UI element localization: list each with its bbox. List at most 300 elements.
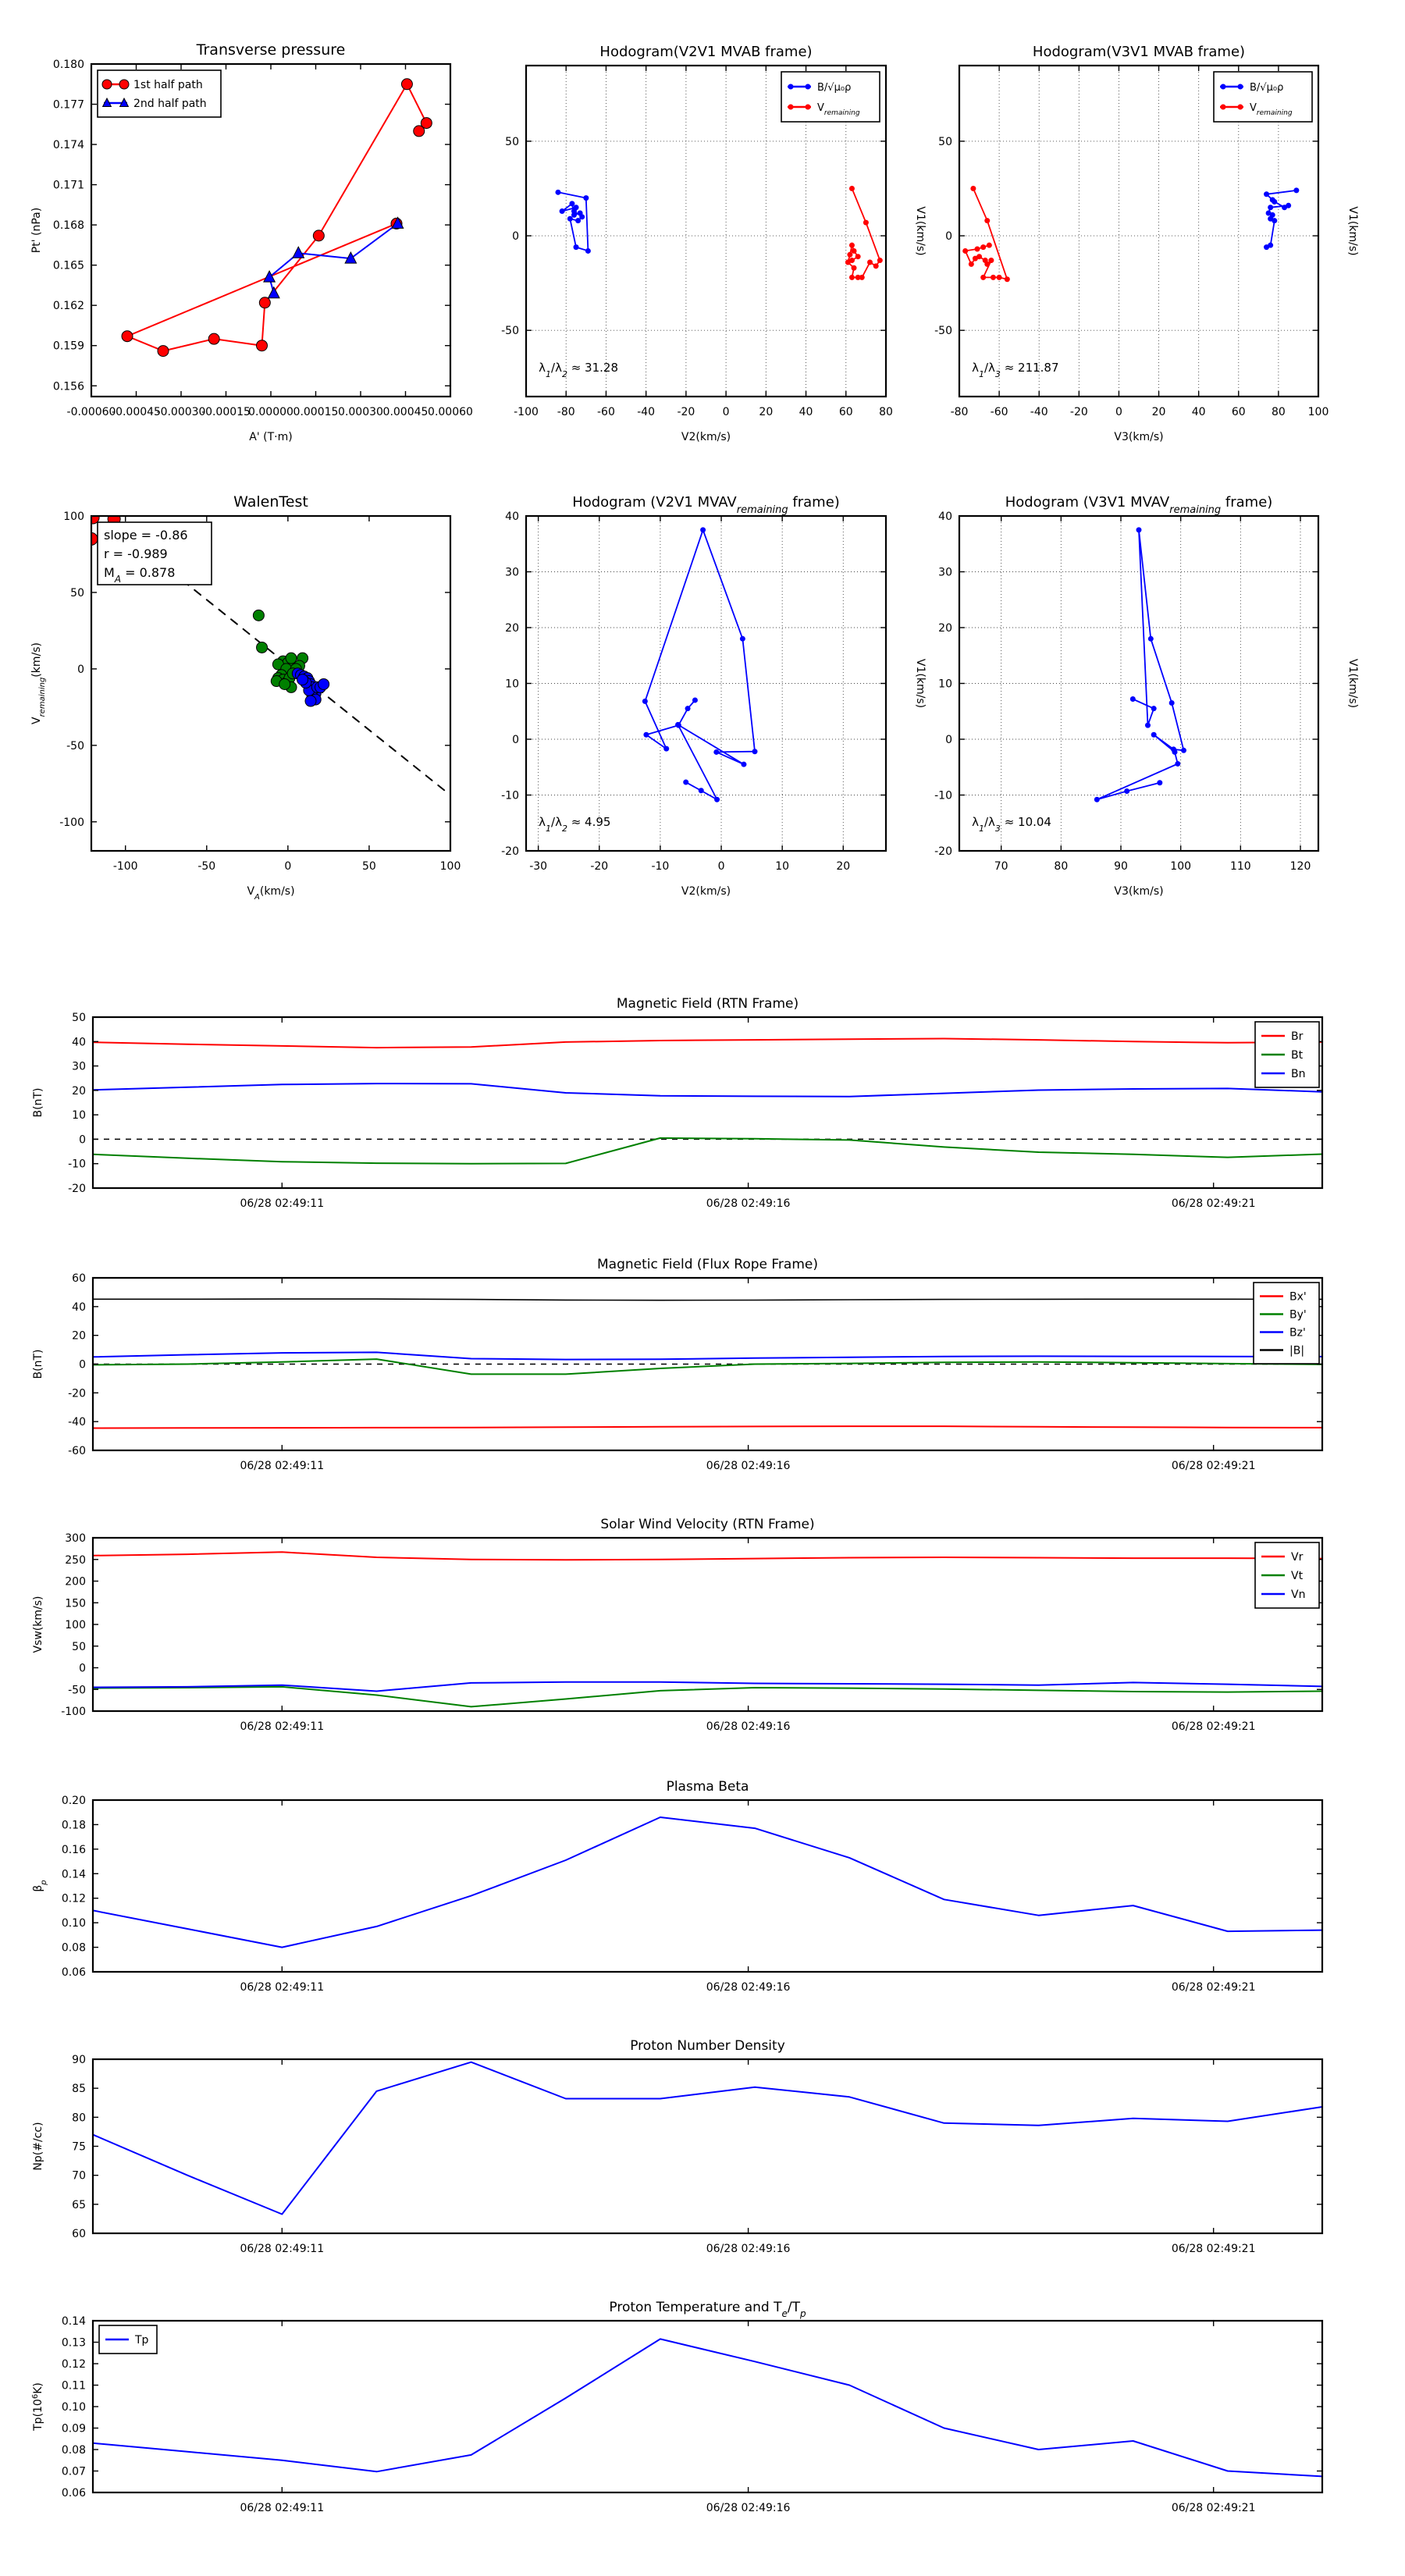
series-Tp (93, 2339, 1322, 2476)
marker-dot (1175, 761, 1180, 767)
y-tick-label: 0.06 (61, 1966, 86, 1979)
plot-title: Magnetic Field (RTN Frame) (616, 996, 799, 1012)
y-axis-label: V1(km/s) (1346, 206, 1359, 256)
marker-circle (297, 674, 308, 685)
y-tick-label: 60 (72, 2228, 86, 2240)
series-group (122, 79, 432, 357)
x-axis-label: $V_A(km/s)$ (247, 885, 295, 902)
y-tick-label: 0 (77, 663, 84, 676)
plot-title: Magnetic Field (Flux Rope Frame) (597, 1257, 818, 1272)
y-tick-label: 0.10 (61, 1917, 86, 1930)
y-tick-label: 0.14 (61, 1868, 86, 1881)
x-tick-label: 0.00015 (293, 406, 339, 418)
marker-dot (788, 84, 794, 90)
legend (781, 72, 880, 122)
x-tick-label: 06/28 02:49:11 (240, 1981, 325, 1994)
x-tick-label: 80 (1054, 860, 1069, 873)
x-tick-label: -40 (637, 406, 656, 418)
marker-dot (987, 243, 992, 248)
marker-circle (158, 346, 169, 357)
x-tick-label: 20 (759, 406, 774, 418)
plot-title: Hodogram(V2V1 MVAB frame) (599, 44, 813, 60)
plot-title: WalenTest (233, 493, 308, 511)
marker-dot (642, 699, 648, 704)
y-tick-label: 40 (505, 511, 519, 523)
legend (1254, 1283, 1319, 1364)
y-tick-label: 0.18 (61, 1819, 86, 1832)
y-tick-label: -20 (68, 1183, 86, 1195)
y-tick-label: -10 (68, 1158, 86, 1171)
x-tick-label: 60 (1231, 406, 1246, 418)
x-tick-label: 06/28 02:49:21 (1171, 2243, 1256, 2255)
x-tick-label: 06/28 02:49:11 (240, 2243, 325, 2255)
x-tick-label: 60 (838, 406, 853, 418)
y-tick-label: 50 (72, 1640, 86, 1653)
x-tick-label: 0.00000 (248, 406, 293, 418)
marker-dot (991, 275, 996, 280)
y-tick-label: 0.162 (52, 300, 84, 313)
marker-dot (1172, 749, 1178, 755)
marker-dot (699, 788, 704, 793)
marker-dot (849, 186, 855, 191)
marker-circle (414, 126, 425, 137)
marker-dot (806, 105, 811, 110)
marker-circle (257, 340, 268, 351)
x-tick-label: 06/28 02:49:16 (706, 1197, 791, 1210)
legend-label: Bt (1291, 1049, 1304, 1062)
x-tick-label: -80 (557, 406, 575, 418)
marker-triangle (264, 271, 275, 282)
marker-dot (806, 84, 811, 90)
x-tick-label: 06/28 02:49:11 (240, 1197, 325, 1210)
y-tick-label: -50 (68, 1684, 86, 1697)
marker-circle (318, 678, 329, 689)
y-tick-label: 85 (72, 2083, 86, 2096)
y-tick-label: -50 (934, 325, 952, 338)
marker-dot (1130, 696, 1136, 702)
y-tick-label: 0.12 (61, 2358, 86, 2371)
marker-dot (867, 259, 873, 265)
legend-label: Tp (135, 2334, 149, 2347)
series-group (93, 1039, 1322, 1164)
marker-dot (983, 258, 988, 263)
y-tick-label: 0.07 (61, 2465, 86, 2478)
ticks (93, 2059, 1322, 2233)
series-|B| (93, 1299, 1322, 1300)
series-Br (93, 1039, 1322, 1048)
marker-dot (1238, 84, 1243, 90)
y-tick-label: 20 (72, 1329, 86, 1343)
marker-circle (259, 297, 270, 308)
y-axis-label: Np(#/cc) (32, 2122, 44, 2171)
marker-dot (741, 762, 746, 767)
y-tick-label: 20 (938, 622, 952, 635)
x-tick-label: 06/28 02:49:16 (706, 2243, 791, 2255)
y-axis-label: V1(km/s) (914, 658, 927, 709)
x-tick-label: 120 (1289, 860, 1311, 873)
x-tick-label: -60 (597, 406, 615, 418)
y-tick-label: 20 (505, 622, 519, 635)
x-tick-label: 100 (439, 860, 461, 873)
marker-dot (692, 697, 698, 703)
y-tick-label: -100 (59, 816, 84, 829)
series-V2-V1 path (645, 530, 755, 799)
marker-dot (1145, 723, 1151, 728)
marker-dot (863, 220, 869, 226)
marker-dot (643, 732, 649, 738)
y-tick-label: 50 (72, 1012, 86, 1024)
marker-dot (1221, 84, 1226, 90)
x-tick-label: -60 (990, 406, 1008, 418)
x-tick-label: 20 (1151, 406, 1166, 418)
x-tick-label: -20 (590, 860, 609, 873)
y-tick-label: 80 (72, 2112, 86, 2125)
marker-dot (852, 248, 857, 254)
marker-dot (1148, 636, 1154, 642)
marker-circle (257, 642, 268, 653)
plot-solar-wind-velocity (32, 1517, 1322, 1733)
x-tick-label: 06/28 02:49:16 (706, 1981, 791, 1994)
y-tick-label: 0.168 (52, 219, 84, 233)
y-tick-label: 100 (65, 1619, 86, 1631)
y-tick-label: 0 (512, 734, 519, 746)
plot-hodogram-v2v1-mvav (501, 494, 927, 898)
x-tick-label: -0.00060 (66, 406, 116, 418)
marker-dot (847, 252, 852, 258)
x-tick-label: 10 (775, 860, 790, 873)
marker-dot (569, 201, 574, 206)
marker-dot (1238, 105, 1243, 110)
y-axis-label: $Tp(10^6K)$ (30, 2382, 44, 2431)
grid (959, 516, 1318, 851)
marker-circle (313, 230, 324, 241)
legend (1255, 1542, 1319, 1608)
y-tick-label: 0.13 (61, 2336, 86, 2350)
plot-title: Transverse pressure (196, 41, 346, 59)
plot-plasma-beta (32, 1779, 1322, 1994)
x-tick-label: 80 (1271, 406, 1286, 418)
y-tick-label: -20 (68, 1387, 86, 1400)
y-tick-label: -10 (934, 789, 952, 802)
series-Bx' (93, 1426, 1322, 1428)
marker-circle (119, 80, 129, 89)
plot-proton-temperature (31, 2300, 1323, 2514)
x-axis-label: V2(km/s) (681, 431, 731, 443)
y-tick-label: 0.09 (61, 2422, 86, 2435)
marker-dot (849, 275, 855, 280)
y-tick-label: -50 (501, 325, 519, 338)
y-axis-label: V1(km/s) (1346, 658, 1359, 709)
x-tick-label: -100 (514, 406, 539, 418)
x-axis-label: V3(km/s) (1114, 885, 1164, 898)
y-tick-label: 150 (65, 1597, 86, 1610)
plot-title: Plasma Beta (666, 1779, 749, 1795)
y-tick-label: 0.165 (52, 259, 84, 272)
y-tick-label: 0.14 (61, 2315, 86, 2328)
y-axis-label: $\beta_p$ (32, 1880, 48, 1892)
y-tick-label: 75 (72, 2140, 86, 2154)
x-tick-label: 0 (1115, 406, 1122, 418)
y-tick-label: 65 (72, 2198, 86, 2211)
series-group (93, 1817, 1322, 1948)
marker-dot (1124, 788, 1129, 794)
marker-circle (279, 678, 290, 689)
y-tick-label: -60 (68, 1445, 86, 1457)
marker-dot (1221, 105, 1226, 110)
y-tick-label: 0.10 (61, 2401, 86, 2414)
legend-label: 1st half path (133, 79, 203, 91)
marker-dot (788, 105, 794, 110)
marker-dot (713, 749, 719, 755)
markers-V2-V1 path (642, 527, 758, 802)
y-tick-label: 30 (505, 566, 519, 579)
y-tick-label: 30 (938, 566, 952, 579)
series-group (93, 2062, 1322, 2215)
marker-dot (1136, 527, 1142, 532)
y-tick-label: 0 (945, 230, 952, 244)
annotation: $\lambda_1/\lambda_2 \approx 31.28$ (539, 361, 619, 379)
legend-label: Vr (1291, 1551, 1304, 1564)
marker-dot (877, 258, 883, 263)
marker-dot (1151, 706, 1157, 711)
x-tick-label: 06/28 02:49:21 (1171, 1981, 1256, 1994)
x-tick-label: 0.00060 (428, 406, 473, 418)
y-tick-label: 50 (938, 135, 952, 148)
x-tick-label: 06/28 02:49:11 (240, 1460, 325, 1472)
y-axis-label: B(nT) (32, 1087, 44, 1118)
x-tick-label: -50 (197, 860, 216, 873)
series-group (555, 186, 882, 280)
series-group (962, 186, 1299, 282)
x-tick-label: 0.00030 (338, 406, 383, 418)
marker-dot (1264, 244, 1269, 250)
marker-dot (1005, 276, 1010, 282)
x-tick-label: 40 (1191, 406, 1206, 418)
marker-dot (583, 195, 589, 201)
marker-circle (102, 80, 112, 89)
plot-transverse-pressure (30, 41, 473, 443)
x-tick-label: 20 (836, 860, 851, 873)
ticks (526, 516, 886, 851)
legend-label: 2nd half path (133, 98, 207, 110)
x-tick-label: 06/28 02:49:21 (1171, 1197, 1256, 1210)
y-tick-label: 0.159 (52, 340, 84, 353)
y-tick-label: 10 (72, 1109, 86, 1123)
series-2nd half path (269, 223, 397, 293)
series-Bt (93, 1138, 1322, 1164)
ticks (93, 1017, 1322, 1188)
x-tick-label: -10 (651, 860, 670, 873)
x-tick-label: 0.00045 (382, 406, 429, 418)
y-tick-label: 200 (65, 1575, 86, 1589)
series-Vt (93, 1687, 1322, 1707)
marker-dot (575, 218, 581, 223)
legend-label: $V_{remaining}$ (817, 102, 860, 117)
plot-magnetic-field-rtn (32, 996, 1322, 1210)
x-tick-label: -30 (529, 860, 548, 873)
y-tick-label: 70 (72, 2169, 86, 2183)
x-tick-label: 110 (1229, 860, 1251, 873)
y-tick-label: 0 (945, 734, 952, 746)
markers-V remaining (845, 186, 883, 280)
legend-label: $V_{remaining}$ (1250, 102, 1293, 117)
series-beta_p (93, 1817, 1322, 1948)
grid (526, 516, 886, 851)
x-axis-label: V3(km/s) (1114, 431, 1164, 443)
marker-dot (663, 746, 669, 752)
plot-hodogram-v3v1-mvab (934, 44, 1359, 443)
series-group (93, 1552, 1322, 1706)
legend-label: |B| (1289, 1344, 1305, 1357)
y-tick-label: 0.180 (52, 59, 84, 71)
marker-dot (685, 706, 691, 711)
y-tick-label: 60 (72, 1272, 86, 1285)
ticks (93, 2321, 1322, 2492)
annotation: $\lambda_1/\lambda_3 \approx 211.87$ (972, 361, 1059, 379)
annotation: $\lambda_1/\lambda_3 \approx 10.04$ (972, 814, 1051, 834)
series-group (642, 527, 758, 802)
marker-dot (970, 186, 976, 191)
y-tick-label: 0.20 (61, 1795, 86, 1807)
plot-title: Solar Wind Velocity (RTN Frame) (600, 1517, 815, 1532)
marker-dot (849, 243, 855, 248)
marker-dot (714, 797, 720, 802)
marker-circle (208, 333, 219, 344)
marker-dot (1272, 218, 1277, 223)
x-tick-label: 06/28 02:49:16 (706, 2502, 791, 2514)
plot-hodogram-v3v1-mvav (934, 494, 1359, 898)
x-tick-label: 06/28 02:49:16 (706, 1460, 791, 1472)
marker-dot (740, 636, 745, 642)
stat-line: slope = -0.86 (104, 528, 188, 543)
legend-label: Bn (1291, 1068, 1306, 1080)
marker-dot (855, 254, 861, 259)
series-B/sqrt(mu0 rho) (558, 192, 588, 251)
legend (98, 70, 221, 117)
plot-walen-test (30, 493, 461, 902)
x-tick-label: 100 (1307, 406, 1329, 418)
marker-dot (1157, 780, 1162, 785)
x-tick-label: 06/28 02:49:21 (1171, 2502, 1256, 2514)
y-tick-label: 250 (65, 1553, 86, 1567)
y-tick-label: 300 (65, 1532, 86, 1545)
stat-line: r = -0.989 (104, 546, 168, 561)
legend-label: B/√μ₀ρ (817, 82, 852, 94)
marker-dot (1272, 199, 1277, 205)
marker-dot (975, 247, 980, 252)
marker-dot (873, 263, 879, 269)
legend-label: Vn (1291, 1589, 1306, 1601)
x-tick-label: 06/28 02:49:16 (706, 1720, 791, 1733)
marker-dot (980, 275, 986, 280)
marker-dot (1169, 700, 1175, 706)
marker-dot (574, 205, 579, 210)
markers-B/sqrt(mu0 rho) (555, 190, 590, 254)
y-tick-label: 10 (505, 678, 519, 691)
y-tick-label: 100 (63, 511, 84, 523)
series-Np (93, 2062, 1322, 2215)
legend (1255, 1022, 1319, 1087)
marker-dot (1151, 732, 1157, 738)
x-axis-label: V2(km/s) (681, 885, 731, 898)
y-tick-label: 10 (938, 678, 952, 691)
legend-label: Br (1291, 1030, 1304, 1043)
y-tick-label: 0.177 (52, 98, 84, 112)
marker-dot (683, 780, 688, 785)
stat-line: $M_A = 0.878$ (104, 565, 176, 585)
y-tick-label: 30 (72, 1060, 86, 1073)
marker-dot (571, 212, 577, 218)
y-tick-label: 40 (72, 1300, 86, 1314)
plot-proton-number-density (32, 2038, 1322, 2255)
series-group (1094, 527, 1186, 802)
marker-dot (980, 244, 986, 250)
x-tick-label: 50 (362, 860, 376, 873)
marker-dot (560, 208, 565, 214)
marker-dot (700, 527, 706, 532)
y-tick-label: 0 (79, 1662, 86, 1675)
x-tick-label: 80 (879, 406, 893, 418)
y-axis-label: V1(km/s) (914, 206, 927, 256)
y-tick-label: 0.156 (52, 380, 84, 393)
y-tick-label: 0.171 (52, 179, 84, 192)
x-tick-label: 70 (994, 860, 1008, 873)
y-axis-label: B(nT) (32, 1349, 44, 1379)
y-tick-label: -50 (66, 739, 84, 753)
y-tick-label: -10 (501, 789, 519, 802)
x-axis-label: A' (T·m) (249, 431, 293, 443)
marker-dot (578, 210, 583, 215)
x-tick-label: 06/28 02:49:21 (1171, 1460, 1256, 1472)
plot-title: Hodogram (V3V1 $MVAV_{remaining}$ frame) (1005, 494, 1273, 516)
marker-dot (984, 218, 990, 223)
plot-title: Hodogram(V3V1 MVAB frame) (1032, 44, 1246, 60)
y-tick-label: 0.08 (61, 1941, 86, 1955)
marker-triangle (269, 287, 279, 298)
legend (99, 2325, 157, 2354)
plot-title: Proton Temperature and $T_e/T_p$ (609, 2300, 806, 2319)
x-tick-label: -40 (1030, 406, 1048, 418)
y-tick-label: -20 (501, 845, 519, 858)
marker-circle (253, 610, 264, 621)
axes-frame (93, 1017, 1322, 1188)
marker-dot (997, 275, 1002, 280)
marker-dot (973, 256, 978, 262)
axes-frame (526, 516, 886, 851)
marker-dot (1181, 748, 1186, 753)
x-tick-label: -0.00045 (112, 406, 161, 418)
y-tick-label: -20 (934, 845, 952, 858)
series-V3-V1 path (1097, 530, 1183, 799)
marker-dot (1264, 191, 1269, 197)
marker-triangle (293, 247, 304, 258)
marker-dot (1094, 797, 1100, 802)
x-tick-label: 06/28 02:49:11 (240, 1720, 325, 1733)
y-axis-label: $V_{remaining}(km/s)$ (30, 642, 47, 724)
marker-dot (1268, 205, 1273, 210)
x-tick-label: -20 (1069, 406, 1088, 418)
markers-blue points (292, 668, 329, 706)
x-tick-label: -100 (112, 860, 138, 873)
annotation: $\lambda_1/\lambda_2 \approx 4.95$ (539, 814, 611, 834)
marker-dot (555, 190, 560, 195)
marker-circle (122, 331, 133, 342)
marker-dot (574, 244, 579, 250)
plot-title: Proton Number Density (630, 2038, 785, 2054)
y-axis-label: Pt' (nPa) (30, 207, 43, 254)
y-tick-label: 20 (72, 1084, 86, 1098)
x-tick-label: 40 (799, 406, 813, 418)
